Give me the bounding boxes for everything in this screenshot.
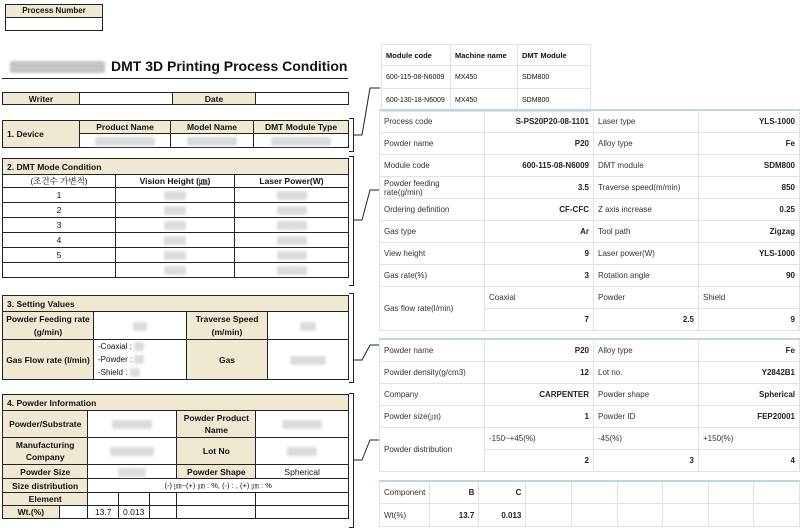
device-col-module: DMT Module Type [254,121,349,134]
powder-label: Alloy type [594,339,699,362]
gas-flow-coaxial-value: 7 [485,309,594,331]
mode-row-index: 3 [3,218,116,233]
powder-label: Powder shape [594,384,699,406]
dmt-module-header: DMT Module [518,45,591,66]
dist-value: 2 [485,450,594,472]
mode-laser-cell[interactable] [235,263,349,278]
device-table [2,120,349,148]
gas-label: Gas [187,340,268,380]
component-empty [571,481,617,504]
process-label: Gas rate(%) [380,265,485,287]
process-label: Traverse speed(m/min) [594,177,699,199]
process-label: Z axis increase [594,199,699,221]
mode-table [2,158,349,278]
process-value: YLS-1000 [699,243,800,265]
gas-flow-head-coaxial: Coaxial [485,287,594,309]
powder-shape-value[interactable]: Spherical [256,465,349,479]
mode-col-vision: Vision Height (㎛) [116,175,235,188]
page-title [10,58,350,74]
mode-laser-cell[interactable] [235,203,349,218]
manufacturing-label: Manufacturing Company [3,438,88,465]
size-distribution-value[interactable]: (-) ㎛~(+) ㎛ : %, (-) : , (+) ㎛ : % [88,479,349,493]
wt-percent-value: 0.013 [479,504,526,527]
component-empty [571,504,617,527]
process-value: YLS-1000 [699,110,800,133]
mode-row-index: 4 [3,233,116,248]
process-label: Powder name [380,133,485,155]
process-table [379,109,800,331]
powder-shape-label: Powder Shape [177,465,256,479]
element-cell[interactable] [149,493,177,506]
process-label: Rotation angle [594,265,699,287]
process-value: P20 [485,133,594,155]
gas-flow-head-powder: Powder [594,287,699,309]
gas-flow-rate-label: Gas flow rate(l/min) [380,287,485,331]
process-label: DMT module [594,155,699,177]
dmt-module-cell: SDM800 [518,66,591,89]
process-number-value[interactable] [6,18,102,30]
manufacturing-value[interactable] [88,438,177,465]
powder-distribution-label: Powder distribution [380,428,485,472]
device-model-value[interactable] [171,134,254,148]
module-table [381,44,591,112]
mode-vision-cell[interactable] [116,233,235,248]
wt-percent-value: 13.7 [430,504,479,527]
powder-size-value[interactable] [88,465,177,479]
powder-value: CARPENTER [485,384,594,406]
product-name-label: Powder Product Name [177,411,256,438]
wt-blank-cell[interactable] [59,506,88,519]
process-value: SDM800 [699,155,800,177]
process-label: Alloy type [594,133,699,155]
mode-section-title: 2. DMT Mode Condition [3,159,349,175]
coaxial-label: -Coaxial : [98,342,132,351]
process-value: 90 [699,265,800,287]
component-empty [708,504,754,527]
device-col-model: Model Name [171,121,254,134]
process-value: 3.5 [485,177,594,199]
process-label: Laser type [594,110,699,133]
dist-value: 4 [699,450,800,472]
powder-value: Fe [699,339,800,362]
feed-rate-label: Powder Feeding rate (g/min) [3,312,94,340]
mode-col-condition: (조건수 가변적) [3,175,116,188]
date-field[interactable] [256,93,349,105]
component-label: Component [380,481,430,504]
powder-info-table [2,394,349,519]
process-label: Module code [380,155,485,177]
component-empty [663,481,709,504]
module-code-header: Module code [382,45,451,66]
powder-label: Powder density(g/cm3) [380,362,485,384]
element-cell[interactable] [88,493,118,506]
redacted-company [10,61,105,73]
element-cell[interactable] [118,493,149,506]
process-label: Laser power(W) [594,243,699,265]
process-value: 850 [699,177,800,199]
process-value: S-PS20P20-08-1101 [485,110,594,133]
substrate-label: Powder/Substrate [3,411,88,438]
dist-value: 3 [594,450,699,472]
powder-value: Y2842B1 [699,362,800,384]
component-empty [708,481,754,504]
gas-flow-powder-value: 2.5 [594,309,699,331]
component-name: C [479,481,526,504]
mode-vision-cell[interactable] [116,218,235,233]
component-empty [663,504,709,527]
module-code-cell: 600-130-18-N6009 [382,89,451,112]
component-name: B [430,481,479,504]
wt-value-cell[interactable] [149,506,177,519]
mode-row-index: 1 [3,188,116,203]
product-name-value[interactable] [256,411,349,438]
powder-table [379,338,800,472]
process-label: View height [380,243,485,265]
substrate-value[interactable] [88,411,177,438]
dist-head: +150(%) [699,428,800,450]
powder-section-title: 4. Powder Information [3,395,349,411]
process-label: Gas type [380,221,485,243]
wt-value-cell[interactable] [256,506,349,519]
powder-label: Lot no. [594,362,699,384]
dist-head: -45(%) [594,428,699,450]
mode-row-index: 2 [3,203,116,218]
machine-name-header: Machine name [451,45,518,66]
process-value: Fe [699,133,800,155]
component-table [379,480,800,527]
writer-row [2,92,349,105]
process-value: 3 [485,265,594,287]
mode-row-index [3,263,116,278]
powder-value: 1 [485,406,594,428]
mode-vision-cell[interactable] [116,203,235,218]
component-empty [617,504,663,527]
gas-value[interactable] [268,340,349,380]
process-number-box [5,4,103,31]
mode-vision-cell[interactable] [116,188,235,203]
powder-label: Powder size(㎛) [380,406,485,428]
powder-value: P20 [485,339,594,362]
gas-flow-values[interactable] [94,340,187,380]
powder-size-label: Powder Size [3,465,88,479]
dist-head: -150~+45(%) [485,428,594,450]
device-col-product: Product Name [80,121,171,134]
module-code-cell: 600-115-08-N6009 [382,66,451,89]
process-value: CF-CFC [485,199,594,221]
powder-value: Spherical [699,384,800,406]
mode-laser-cell[interactable] [235,248,349,263]
title-text: DMT 3D Printing Process Condition [111,58,348,74]
component-empty [754,481,800,504]
wt-percent-label: Wt(%) [380,504,430,527]
traverse-speed-label: Traverse Speed (m/min) [187,312,268,340]
element-cell[interactable] [177,493,256,506]
process-label: Process code [380,110,485,133]
title-underline [2,78,348,79]
traverse-speed-value[interactable] [268,312,349,340]
feed-rate-value[interactable] [94,312,187,340]
wt-label: Wt.(%) [3,506,60,519]
device-module-value[interactable] [254,134,349,148]
machine-name-cell: MX450 [451,89,518,112]
device-product-value[interactable] [80,134,171,148]
wt-value-cell[interactable] [177,506,256,519]
powder-label: Powder name [380,339,485,362]
mode-col-laser: Laser Power(W) [235,175,349,188]
mode-laser-cell[interactable] [235,218,349,233]
powder-label: -Powder : [98,355,133,364]
gas-flow-shield-value: 9 [699,309,800,331]
writer-label: Writer [3,93,80,105]
mode-laser-cell[interactable] [235,188,349,203]
gas-flow-head-shield: Shield [699,287,800,309]
component-empty [617,481,663,504]
powder-value: FEP20001 [699,406,800,428]
gas-flow-label: Gas Flow rate (l/min) [3,340,94,380]
powder-label: Powder ID [594,406,699,428]
lot-no-label: Lot No [177,438,256,465]
element-cell[interactable] [256,493,349,506]
setting-section-title: 3. Setting Values [3,296,349,312]
element-label: Element [3,493,88,506]
process-value: Zigzag [699,221,800,243]
shield-label: -Shield : [98,368,128,377]
process-value: 9 [485,243,594,265]
size-distribution-label: Size distribution [3,479,88,493]
component-empty [754,504,800,527]
component-empty [526,504,572,527]
writer-field[interactable] [80,93,173,105]
device-section-title: 1. Device [3,121,80,148]
process-value: 0.25 [699,199,800,221]
date-label: Date [173,93,256,105]
wt-value-cell[interactable]: 0.013 [118,506,149,519]
process-number-label: Process Number [6,5,102,18]
mode-row-index: 5 [3,248,116,263]
lot-no-value[interactable] [256,438,349,465]
setting-table [2,295,349,380]
wt-value-cell[interactable]: 13.7 [88,506,118,519]
powder-value: 12 [485,362,594,384]
dmt-module-cell: SDM800 [518,89,591,112]
mode-vision-cell[interactable] [116,263,235,278]
process-label: Powder feeding rate(g/min) [380,177,485,199]
process-value: 600-115-08-N6009 [485,155,594,177]
powder-label: Company [380,384,485,406]
component-empty [526,481,572,504]
machine-name-cell: MX450 [451,66,518,89]
mode-laser-cell[interactable] [235,233,349,248]
process-value: Ar [485,221,594,243]
mode-vision-cell[interactable] [116,248,235,263]
process-label: Tool path [594,221,699,243]
process-label: Ordering definition [380,199,485,221]
